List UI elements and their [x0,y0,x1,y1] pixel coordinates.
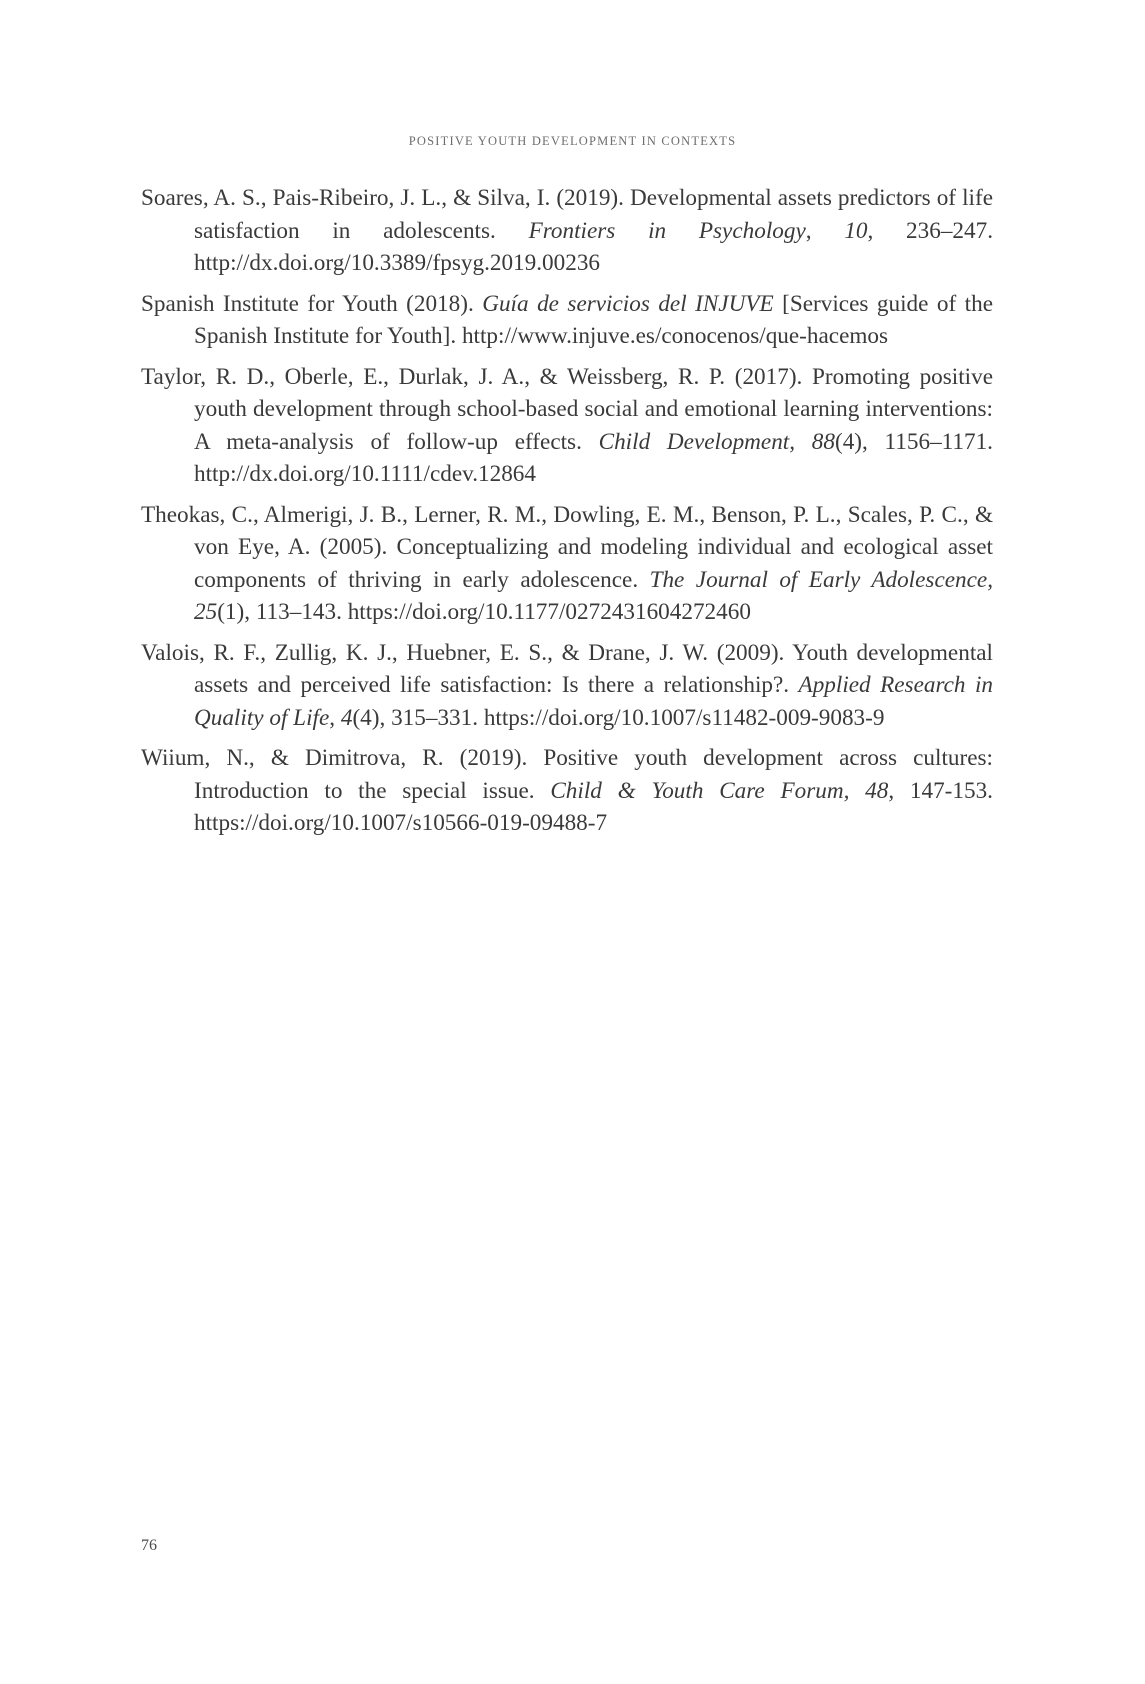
reference-text: [Services guide of the Spanish Institute for Youth]. http://www.injuve.es/conocenos/que-hacemos [194,290,993,349]
reference-soares [141,182,993,280]
reference-text: Soares, A. S., Pais-Ribeiro, J. L., & Silva, I. (2019). Developmental assets predictors of life satisfaction in adolescents. [141,185,993,244]
reference-journal: Child Development, 88 [598,428,835,455]
reference-journal: The Journal of Early Adolescence, 25 [194,566,993,625]
reference-text: , 147-153. https://doi.org/10.1007/s10566-019-09488-7 [194,777,993,836]
reference-text: , [805,217,845,244]
reference-journal: Frontiers in Psychology [528,217,806,244]
reference-text: (4), 315–331. https://doi.org/10.1007/s11482-009-9083-9 [352,704,885,731]
reference-text: Spanish Institute for Youth (2018). [141,290,483,317]
reference-theokas [141,499,993,629]
reference-valois [141,637,993,735]
reference-volume: 10 [844,217,868,244]
reference-text: Wiium, N., & Dimitrova, R. (2019). Positive youth development across cultures: Introduction to the special issue. [141,745,993,804]
reference-list [141,182,993,848]
reference-text: (4), 1156–1171. http://dx.doi.org/10.1111/cdev.12864 [194,428,993,487]
reference-text: , 236–247. http://dx.doi.org/10.3389/fpsyg.2019.00236 [194,217,994,276]
reference-taylor [141,361,993,491]
reference-text: Valois, R. F., Zullig, K. J., Huebner, E. S., & Drane, J. W. (2009). Youth developmental assets and perceived life satisfaction: Is there a relationship?. [141,639,993,698]
reference-text: (1), 113–143. https://doi.org/10.1177/0272431604272460 [217,599,751,625]
reference-spanish-institute [141,288,993,353]
running-header: POSITIVE YOUTH DEVELOPMENT IN CONTEXTS [408,134,737,148]
reference-journal: Child & Youth Care Forum, 48 [550,777,889,804]
reference-volume: 4 [340,704,353,731]
page-number: 76 [141,1537,157,1554]
reference-text: Taylor, R. D., Oberle, E., Durlak, J. A., & Weissberg, R. P. (2017). Promoting positive youth development through school-based social and emotional learning interventions: A meta-analysis of follow-up effects. [141,363,993,455]
reference-wiium [141,742,993,840]
reference-title: Guía de servicios del INJUVE [482,290,774,317]
reference-text: Theokas, C., Almerigi, J. B., Lerner, R. M., Dowling, E. M., Benson, P. L., Scales, P. C., & von Eye, A. (2005). Conceptualizing and modeling individual and ecological asset components of thriving in early adolescence. [141,501,993,593]
reference-text: , [329,704,341,731]
reference-journal: Applied Research in Quality of Life [194,672,993,731]
